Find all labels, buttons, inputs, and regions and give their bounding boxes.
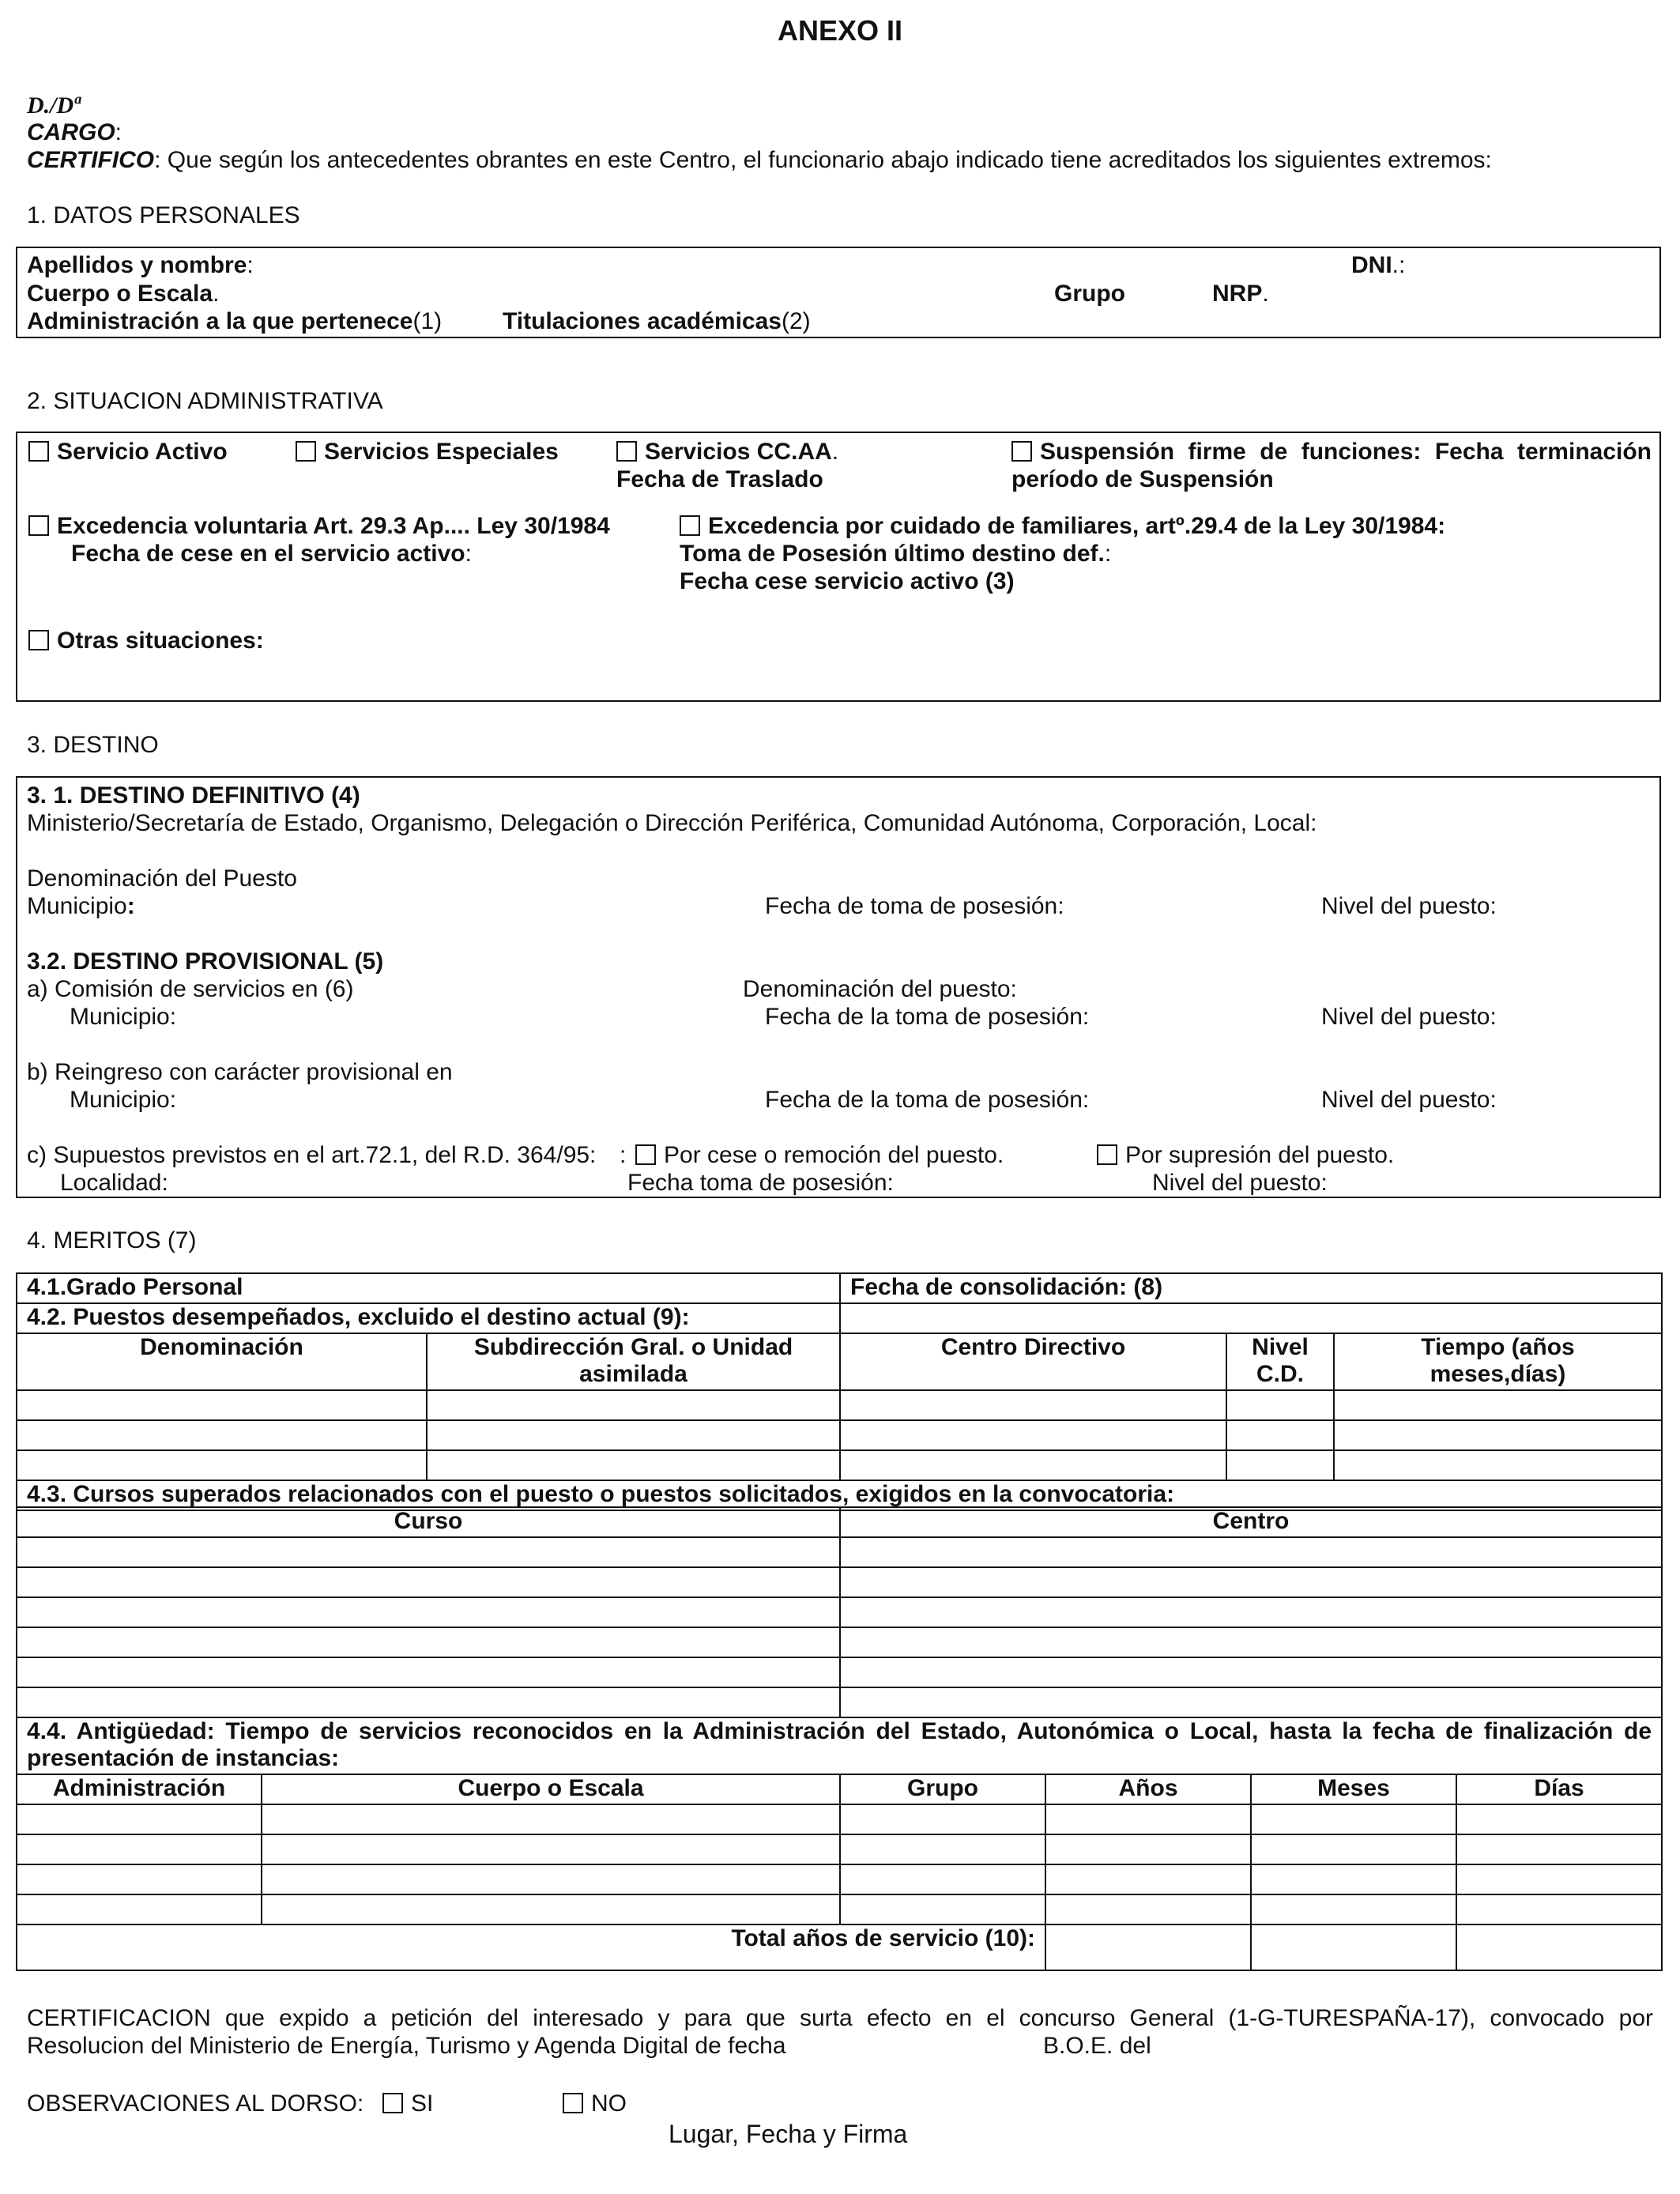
- certifico-text: : Que según los antecedentes obrantes en este Centro, el funcionario abajo indicado tiene acreditados los siguientes extremos:: [154, 147, 1492, 173]
- table-row: [17, 1627, 1662, 1657]
- table-row: [17, 1657, 1662, 1687]
- supuestos-label: c) Supuestos previstos en el art.72.1, del R.D. 364/95:: [27, 1142, 597, 1168]
- reingreso-label: b) Reingreso con carácter provisional en: [27, 1059, 453, 1085]
- otras-situaciones-checkbox[interactable]: [28, 630, 49, 650]
- section-4-heading: 4. MERITOS (7): [27, 1227, 197, 1253]
- table-row: [17, 1420, 1662, 1450]
- table-cell[interactable]: [840, 1687, 1662, 1717]
- col-subdireccion: Subdirección Gral. o Unidad asimilada: [427, 1333, 840, 1390]
- nrp-label: NRP.: [1212, 281, 1269, 307]
- comision-servicios-label: a) Comisión de servicios en (6): [27, 976, 354, 1002]
- observaciones-label: OBSERVACIONES AL DORSO:: [27, 2090, 364, 2117]
- puestos-heading-cell: 4.2. Puestos desempeñados, excluido el destino actual (9):: [17, 1303, 840, 1333]
- col-centro-directivo: Centro Directivo: [840, 1333, 1226, 1390]
- c-nivel-label: Nivel del puesto:: [1152, 1170, 1328, 1196]
- a-denominacion-label: Denominación del puesto:: [743, 976, 1017, 1002]
- b-nivel-label: Nivel del puesto:: [1321, 1087, 1497, 1113]
- cargo-line: [27, 119, 122, 146]
- table-cell[interactable]: [427, 1390, 840, 1420]
- col-grupo: Grupo: [840, 1774, 1045, 1804]
- antiguedad-heading-cell: 4.4. Antigüedad: Tiempo de servicios reconocidos en la Administración del Estado, Autonómica o Local, hasta la fecha de finalización de presentación de instancias:: [17, 1717, 1662, 1774]
- por-cese-option[interactable]: Por cese o remoción del puesto.: [635, 1141, 1004, 1169]
- suspension-checkbox[interactable]: [1011, 441, 1032, 462]
- cuerpo-label: Cuerpo o Escala.: [27, 281, 220, 307]
- administracion-label: Administración a la que pertenece(1): [27, 308, 443, 334]
- destino-definitivo-heading: 3. 1. DESTINO DEFINITIVO (4): [27, 782, 360, 809]
- col-meses: Meses: [1251, 1774, 1456, 1804]
- suspension-option[interactable]: Suspensión firme de funciones: Fecha terminación: [1011, 438, 1652, 466]
- table-cell[interactable]: [17, 1804, 262, 1834]
- table-cell[interactable]: [1334, 1390, 1662, 1420]
- destino-box: [16, 776, 1661, 1198]
- fecha-cese-3-label: Fecha cese servicio activo (3): [680, 568, 1015, 594]
- table-cell[interactable]: [17, 1420, 427, 1450]
- servicio-activo-option[interactable]: Servicio Activo: [28, 438, 228, 466]
- table-cell[interactable]: [840, 1804, 1045, 1834]
- destino-definitivo-line: Ministerio/Secretaría de Estado, Organismo, Delegación o Dirección Periférica, Comunidad Autónoma, Corporación, Local:: [27, 810, 1317, 836]
- certificacion-line-1: CERTIFICACION que expido a petición del interesado y para que surta efecto en el concurso General (1-G-TURESPAÑA-17), convocado por: [27, 2005, 1653, 2031]
- section-2-heading: 2. SITUACION ADMINISTRATIVA: [27, 388, 383, 414]
- table-cell[interactable]: [1226, 1450, 1334, 1480]
- table-row: [17, 1450, 1662, 1480]
- table-cell[interactable]: [840, 1567, 1662, 1597]
- col-denominacion: Denominación: [17, 1333, 427, 1390]
- excedencia-voluntaria-checkbox[interactable]: [28, 515, 49, 536]
- table-cell[interactable]: [1251, 1864, 1456, 1894]
- table-cell[interactable]: [1251, 1894, 1456, 1924]
- table-cell[interactable]: [1456, 1804, 1662, 1834]
- municipio-label: Municipio:: [27, 893, 135, 919]
- table-row: [17, 1894, 1662, 1924]
- localidad-label: Localidad:: [60, 1170, 168, 1196]
- total-anos-value[interactable]: [1045, 1924, 1251, 1970]
- table-row: [17, 1687, 1662, 1717]
- table-cell[interactable]: [1045, 1834, 1251, 1864]
- table-cell[interactable]: [1226, 1420, 1334, 1450]
- otras-situaciones-option[interactable]: Otras situaciones:: [28, 627, 264, 654]
- table-cell[interactable]: [17, 1567, 840, 1597]
- toma-posesion-label: Toma de Posesión último destino def.:: [680, 541, 1112, 567]
- si-checkbox[interactable]: [382, 2093, 403, 2113]
- situacion-box: [16, 432, 1661, 702]
- cursos-heading-cell: 4.3. Cursos superados relacionados con el puesto o puestos solicitados, exigidos en la convocatoria:: [17, 1480, 1662, 1510]
- datos-personales-box: [16, 247, 1661, 338]
- table-cell[interactable]: [427, 1450, 840, 1480]
- table-cell[interactable]: [17, 1597, 840, 1627]
- col-nivel-cd: Nivel C.D.: [1226, 1333, 1334, 1390]
- dni-label: DNI.:: [1351, 252, 1406, 278]
- servicio-activo-checkbox[interactable]: [28, 441, 49, 462]
- table-cell[interactable]: [1251, 1834, 1456, 1864]
- table-cell[interactable]: [1045, 1864, 1251, 1894]
- fecha-toma-label: Fecha de toma de posesión:: [765, 893, 1064, 919]
- table-cell[interactable]: [17, 1834, 262, 1864]
- table-cell[interactable]: [840, 1537, 1662, 1567]
- table-cell[interactable]: [1045, 1804, 1251, 1834]
- table-cell[interactable]: [1334, 1420, 1662, 1450]
- col-centro: Centro: [840, 1507, 1662, 1537]
- fecha-consolidacion-cell: Fecha de consolidación: (8): [840, 1273, 1662, 1303]
- servicios-ccaa-option[interactable]: Servicios CC.AA.: [616, 438, 838, 466]
- nivel-puesto-label: Nivel del puesto:: [1321, 893, 1497, 919]
- b-fecha-toma-label: Fecha de la toma de posesión:: [765, 1087, 1090, 1113]
- antiguedad-table: [16, 1717, 1663, 1971]
- table-cell[interactable]: [840, 1864, 1045, 1894]
- table-row: [17, 1864, 1662, 1894]
- col-dias: Días: [1456, 1774, 1662, 1804]
- excedencia-voluntaria-option[interactable]: Excedencia voluntaria Art. 29.3 Ap.... Ley 30/1984: [28, 512, 610, 540]
- table-cell[interactable]: [840, 1420, 1226, 1450]
- cursos-table: [16, 1506, 1663, 1718]
- certificacion-resolucion: Resolucion del Ministerio de Energía, Turismo y Agenda Digital de fecha: [27, 2033, 786, 2060]
- servicios-ccaa-checkbox[interactable]: [616, 441, 637, 462]
- no-checkbox[interactable]: [563, 2093, 583, 2113]
- c-fecha-toma-label: Fecha toma de posesión:: [627, 1170, 894, 1196]
- total-meses-value[interactable]: [1251, 1924, 1456, 1970]
- lugar-fecha-firma: Lugar, Fecha y Firma: [669, 2120, 908, 2148]
- por-cese-checkbox[interactable]: [635, 1144, 656, 1165]
- observaciones-no-option[interactable]: NO: [563, 2090, 627, 2117]
- dd-label: D./Dª: [27, 92, 81, 119]
- table-cell[interactable]: [262, 1864, 840, 1894]
- table-row: [17, 1597, 1662, 1627]
- destino-provisional-heading: 3.2. DESTINO PROVISIONAL (5): [27, 948, 384, 974]
- table-cell[interactable]: [840, 1597, 1662, 1627]
- table-cell[interactable]: [840, 1627, 1662, 1657]
- certifico-line: [27, 146, 1492, 174]
- table-cell[interactable]: [1334, 1450, 1662, 1480]
- cargo-colon: :: [115, 119, 122, 145]
- table-row: [17, 1567, 1662, 1597]
- table-cell[interactable]: [840, 1657, 1662, 1687]
- puestos-empty-cell: [840, 1303, 1662, 1333]
- certifico-label: CERTIFICO: [27, 147, 155, 173]
- a-nivel-label: Nivel del puesto:: [1321, 1004, 1497, 1030]
- table-cell[interactable]: [17, 1390, 427, 1420]
- section-3-heading: 3. DESTINO: [27, 732, 159, 758]
- section-1-heading: 1. DATOS PERSONALES: [27, 202, 300, 228]
- table-row: [17, 1804, 1662, 1834]
- table-cell[interactable]: [840, 1834, 1045, 1864]
- excedencia-familiares-option[interactable]: Excedencia por cuidado de familiares, artº.29.4 de la Ley 30/1984:: [680, 512, 1445, 540]
- a-municipio-label: Municipio:: [70, 1004, 177, 1030]
- table-cell[interactable]: [17, 1537, 840, 1567]
- por-supresion-checkbox[interactable]: [1097, 1144, 1117, 1165]
- total-anos-cell: Total años de servicio (10):: [17, 1924, 1045, 1970]
- table-cell[interactable]: [17, 1864, 262, 1894]
- boe-label: B.O.E. del: [1043, 2033, 1151, 2060]
- cargo-label: CARGO: [27, 119, 115, 145]
- titulaciones-label: Titulaciones académicas(2): [503, 308, 811, 334]
- servicios-especiales-checkbox[interactable]: [296, 441, 316, 462]
- apellidos-label: Apellidos y nombre:: [27, 252, 254, 278]
- table-cell[interactable]: [262, 1804, 840, 1834]
- table-row: [17, 1537, 1662, 1567]
- table-cell[interactable]: [840, 1894, 1045, 1924]
- table-cell[interactable]: [17, 1450, 427, 1480]
- table-cell[interactable]: [840, 1390, 1226, 1420]
- table-cell[interactable]: [1456, 1834, 1662, 1864]
- table-cell[interactable]: [840, 1450, 1226, 1480]
- table-cell[interactable]: [1226, 1390, 1334, 1420]
- table-cell[interactable]: [262, 1894, 840, 1924]
- page-title: ANEXO II: [777, 14, 903, 47]
- table-cell[interactable]: [1456, 1894, 1662, 1924]
- table-cell[interactable]: [17, 1894, 262, 1924]
- table-cell[interactable]: [427, 1420, 840, 1450]
- table-cell[interactable]: [17, 1657, 840, 1687]
- fecha-traslado-label: Fecha de Traslado: [616, 466, 823, 492]
- table-cell[interactable]: [17, 1687, 840, 1717]
- col-anos: Años: [1045, 1774, 1251, 1804]
- excedencia-familiares-checkbox[interactable]: [680, 515, 700, 536]
- table-row: [17, 1834, 1662, 1864]
- fecha-cese-label: Fecha de cese en el servicio activo:: [71, 541, 472, 567]
- a-fecha-toma-label: Fecha de la toma de posesión:: [765, 1004, 1090, 1030]
- por-supresion-option[interactable]: Por supresión del puesto.: [1097, 1141, 1394, 1169]
- col-tiempo: Tiempo (años meses,días): [1334, 1333, 1662, 1390]
- total-dias-value[interactable]: [1456, 1924, 1662, 1970]
- table-row: [17, 1390, 1662, 1420]
- meritos-table: [16, 1272, 1663, 1511]
- certificacion-line-2: [27, 2032, 1653, 2060]
- col-curso: Curso: [17, 1507, 840, 1537]
- col-administracion: Administración: [17, 1774, 262, 1804]
- denominacion-puesto-label: Denominación del Puesto: [27, 865, 297, 892]
- suspension-periodo-label: período de Suspensión: [1011, 466, 1274, 492]
- observaciones-si-option[interactable]: SI: [382, 2090, 433, 2117]
- table-cell[interactable]: [1045, 1894, 1251, 1924]
- b-municipio-label: Municipio:: [70, 1087, 177, 1113]
- col-cuerpo-escala: Cuerpo o Escala: [262, 1774, 840, 1804]
- certificacion-text: [27, 2004, 1653, 2060]
- servicios-especiales-option[interactable]: Servicios Especiales: [296, 438, 559, 466]
- supuestos-colon: :: [620, 1142, 627, 1168]
- grupo-label: Grupo: [1054, 281, 1125, 307]
- table-cell[interactable]: [1251, 1804, 1456, 1834]
- table-cell[interactable]: [262, 1834, 840, 1864]
- grado-personal-cell: 4.1.Grado Personal: [17, 1273, 840, 1303]
- table-cell[interactable]: [17, 1627, 840, 1657]
- table-cell[interactable]: [1456, 1864, 1662, 1894]
